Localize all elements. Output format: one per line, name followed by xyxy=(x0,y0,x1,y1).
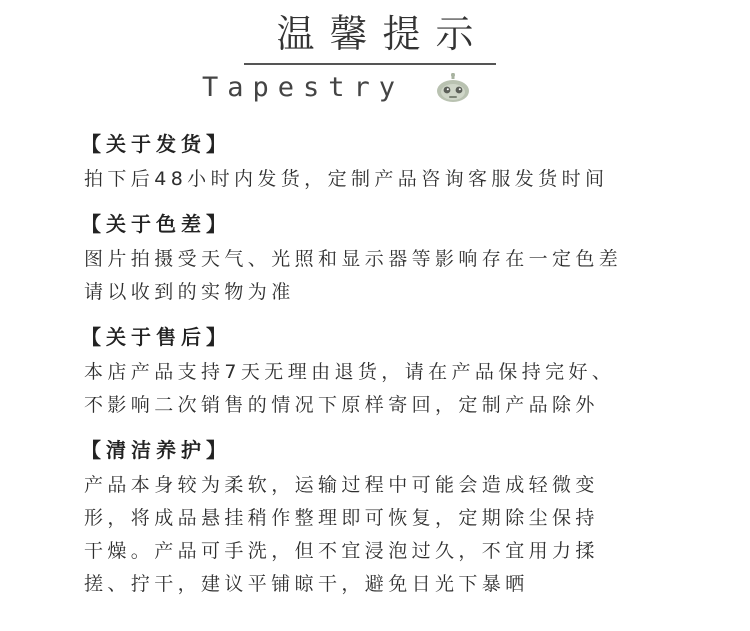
title-underline xyxy=(244,63,496,65)
section-heading-color-difference: 【关于色差】 xyxy=(81,212,231,236)
section-heading-after-sales: 【关于售后】 xyxy=(81,325,231,349)
brand-subtitle: Tapestry xyxy=(202,72,405,103)
section-text-line: 不影响二次销售的情况下原样寄回，定制产品除外 xyxy=(84,394,599,416)
section-text-line: 本店产品支持7天无理由退货，请在产品保持完好、 xyxy=(84,361,616,383)
page-title: 温馨提示 xyxy=(276,12,489,56)
section-text-line: 请以收到的实物为准 xyxy=(84,281,295,303)
section-text-line: 图片拍摄受天气、光照和显示器等影响存在一定色差 xyxy=(84,248,623,270)
section-text-line: 产品本身较为柔软，运输过程中可能会造成轻微变 xyxy=(84,474,599,496)
section-heading-cleaning-care: 【清洁养护】 xyxy=(81,438,231,462)
section-text-line: 拍下后48小时内发货，定制产品咨询客服发货时间 xyxy=(84,168,609,190)
robot-mascot-icon xyxy=(435,73,471,103)
section-text-line: 搓、拧干，建议平铺晾干，避免日光下暴晒 xyxy=(84,573,529,595)
section-text-line: 形，将成品悬挂稍作整理即可恢复，定期除尘保持 xyxy=(84,507,599,529)
section-text-line: 干燥。产品可手洗，但不宜浸泡过久，不宜用力揉 xyxy=(84,540,599,562)
section-heading-shipping: 【关于发货】 xyxy=(81,132,231,156)
